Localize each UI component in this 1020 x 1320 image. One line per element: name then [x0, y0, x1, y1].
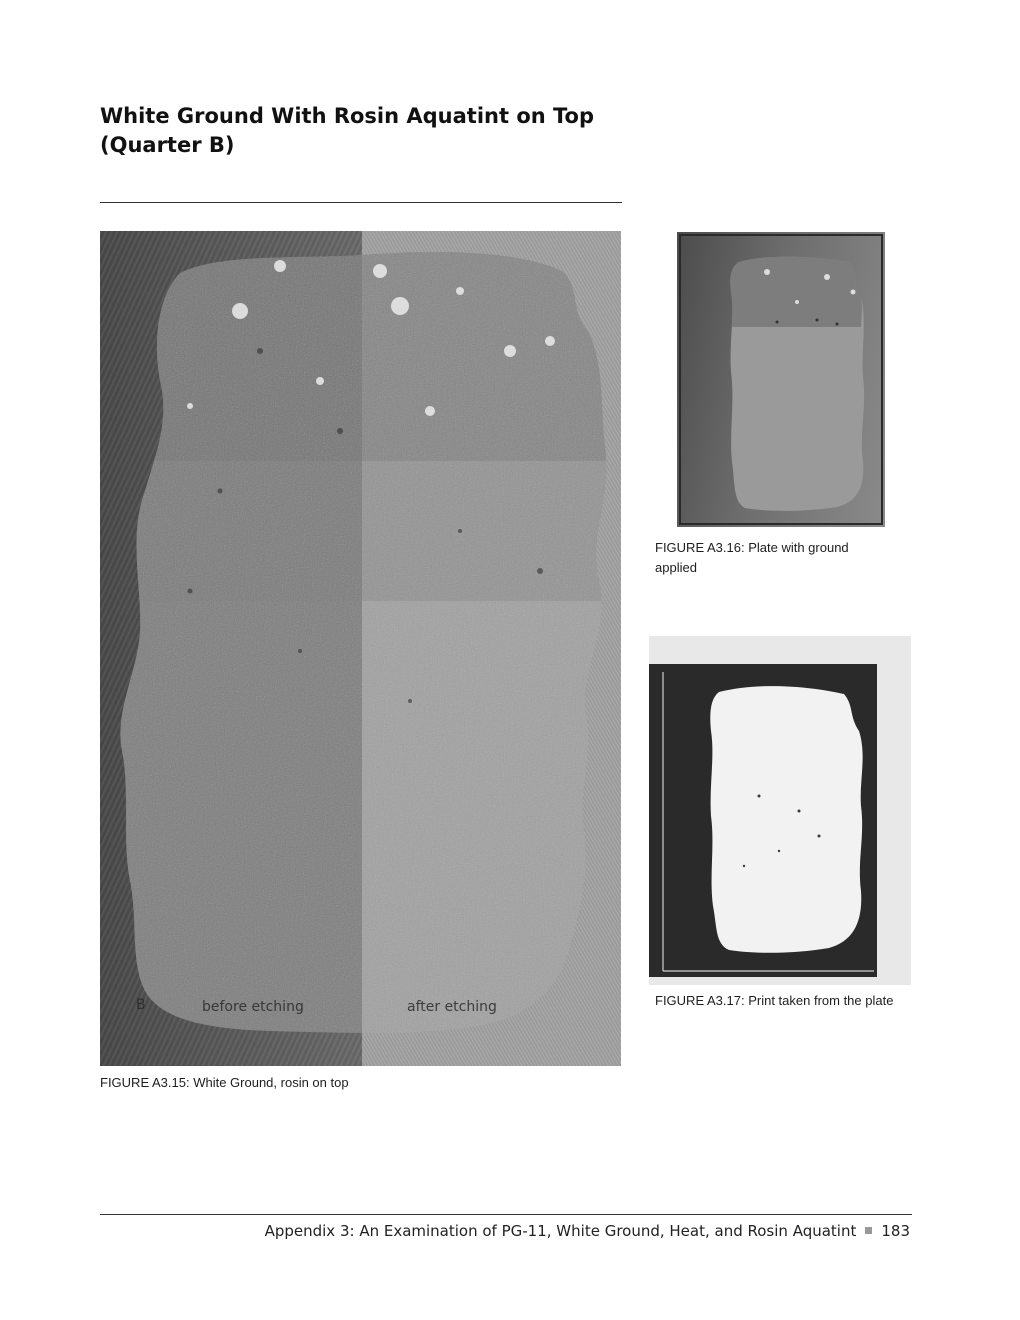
- page-title: [100, 102, 700, 160]
- title-line-2: (Quarter B): [100, 133, 235, 157]
- figure-a3-17-photo: [649, 636, 911, 985]
- after-etching-label: after etching: [407, 999, 497, 1015]
- separator-square-icon: [865, 1227, 872, 1234]
- running-footer-text: Appendix 3: An Examination of PG-11, White Ground, Heat, and Rosin Aquatint: [264, 1222, 857, 1240]
- figure-a3-16-caption: FIGURE A3.16: Plate with ground applied: [655, 540, 849, 575]
- print-illustration: [649, 636, 911, 985]
- figure-a3-16-photo: [677, 232, 885, 527]
- footer-rule: [100, 1214, 912, 1215]
- figure-a3-15-photo: [100, 231, 621, 1066]
- figure-a3-15-caption: FIGURE A3.15: White Ground, rosin on top: [100, 1075, 349, 1090]
- title-line-1: White Ground With Rosin Aquatint on Top: [100, 104, 595, 128]
- quarter-letter-label: B: [136, 997, 146, 1013]
- page-number: 183: [881, 1222, 910, 1240]
- page-footer: [265, 1222, 910, 1240]
- plate-illustration: [677, 232, 885, 527]
- title-rule: [100, 202, 622, 203]
- etched-plate-shape: [100, 231, 621, 1066]
- figure-a3-17-caption: FIGURE A3.17: Print taken from the plate: [655, 993, 894, 1008]
- before-etching-label: before etching: [202, 999, 304, 1015]
